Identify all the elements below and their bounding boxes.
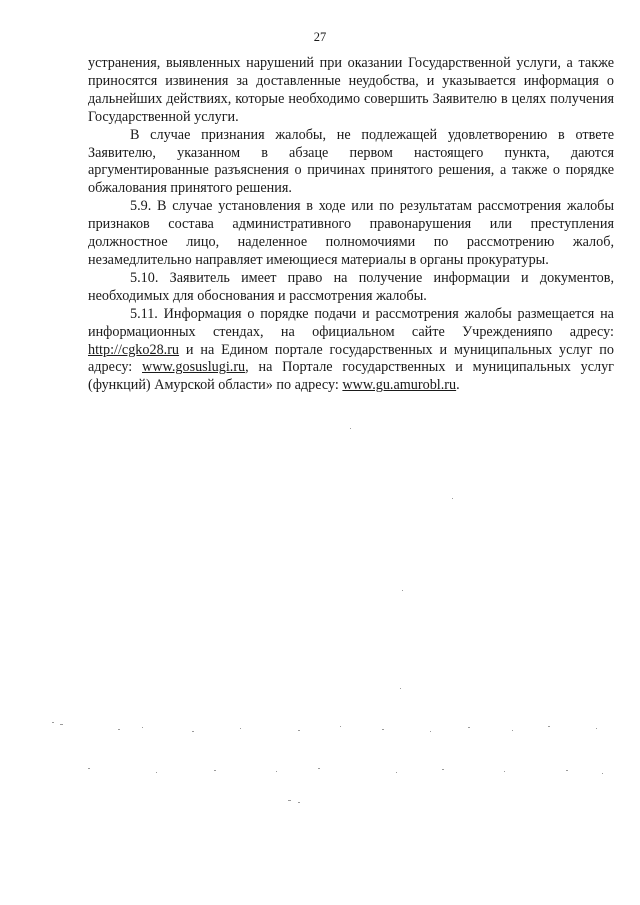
paragraph-text: 5.10. Заявитель имеет право на получение информации и документов, необходимых для обоснования и рассмотрения жалобы. xyxy=(88,269,614,304)
paragraph xyxy=(88,127,614,199)
paragraph xyxy=(88,306,614,396)
paragraph-link[interactable]: www.gosuslugi.ru xyxy=(142,359,246,376)
paragraph-text: устранения, выявленных нарушений при оказании Государственной услуги, а также приносятся извинения за доставленные неудобства, и указывается информация о дальнейших действиях, которые необходимо совершить Заявителю в целях получения Государственной услуги. xyxy=(88,55,614,125)
paragraph-text: и на Едином портале государственных и муниципальных услуг по адресу: xyxy=(88,341,614,376)
paragraph-link[interactable]: www.gu.amurobl.ru xyxy=(342,377,457,394)
page-number: 27 xyxy=(313,30,327,44)
document-body xyxy=(88,55,614,395)
paragraph-link[interactable]: http://cgko28.ru xyxy=(88,341,180,358)
paragraph-text: 5.11. Информация о порядке подачи и рассмотрения жалобы размещается на информационных стендах, на официальном сайте Учрежденияпо адресу: xyxy=(88,305,614,340)
paragraph-text: 5.9. В случае установления в ходе или по результатам рассмотрения жалобы признаков состава административного правонарушения или преступления должностное лицо, наделенное полномочиями по рассмотрению жалоб, незамедлительно направляет имеющиеся материалы в органы прокуратуры. xyxy=(88,198,614,268)
paragraph-text: , на Портале государственных и муниципальных услуг (функций) Амурской области» по адресу: xyxy=(88,359,615,394)
paragraph xyxy=(88,270,614,306)
paragraph xyxy=(88,55,614,127)
paragraph-text: . xyxy=(456,377,460,394)
paragraph-text: В случае признания жалобы, не подлежащей удовлетворению в ответе Заявителю, указанном в абзаце первом настоящего пункта, даются аргументированные разъяснения о причинах принятого решения, а также о порядке обжалования принятого решения. xyxy=(88,126,614,197)
paragraph xyxy=(88,198,614,270)
